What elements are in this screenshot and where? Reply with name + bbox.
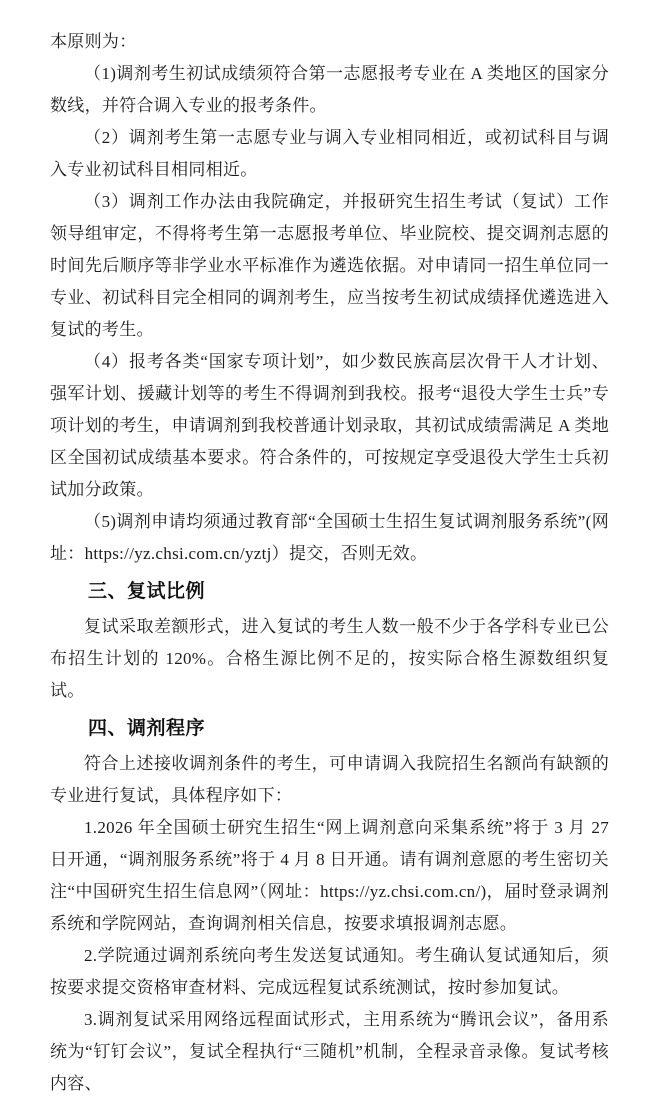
- paragraph-procedure-intro: 符合上述接收调剂条件的考生，可申请调入我院招生名额尚有缺额的专业进行复试，具体程序如下：: [50, 754, 609, 805]
- paragraph-retest-ratio: 复试采取差额形式，进入复试的考生人数一般不少于各学科专业已公布招生计划的 120%。合格生源比例不足的，按实际合格生源数组织复试。: [50, 617, 609, 700]
- paragraph-rule-2: （2）调剂考生第一志愿专业与调入专业相同相近，或初试科目与调入专业初试科目相同相近。: [50, 128, 609, 179]
- paragraph-procedure-step-1: 1.2026 年全国硕士研究生招生“网上调剂意向采集系统”将于 3 月 27 日开通，“调剂服务系统”将于 4 月 8 日开通。请有调剂意愿的考生密切关注“中国研究生招生信息网”（网址：https://yz.chsi.com.cn/)，届时登录调剂系统和学院网站，查询调剂相关信息，按要求填报调剂志愿。: [50, 818, 609, 933]
- paragraph-principles-intro: 本原则为：: [50, 32, 137, 51]
- section-heading-transfer-procedure: 四、调剂程序: [88, 718, 206, 739]
- paragraph-rule-4: （4）报考各类“国家专项计划”，如少数民族高层次骨干人才计划、强军计划、援藏计划等的考生不得调剂到我校。报考“退役大学生士兵”专项计划的考生，申请调剂到我校普通计划录取，其初试成绩需满足 A 类地区全国初试成绩基本要求。符合条件的，可按规定享受退役大学生士兵初试加分政策。: [50, 352, 609, 499]
- paragraph-rule-1: （1)调剂考生初试成绩须符合第一志愿报考专业在 A 类地区的国家分数线，并符合调入专业的报考条件。: [50, 64, 609, 115]
- paragraph-rule-3: （3）调剂工作办法由我院确定，并报研究生招生考试（复试）工作领导组审定，不得将考生第一志愿报考单位、毕业院校、提交调剂志愿的时间先后顺序等非学业水平标准作为遴选依据。对申请同一招生单位同一专业、初试科目完全相同的调剂考生，应当按考生初试成绩择优遴选进入复试的考生。: [50, 192, 609, 339]
- paragraph-procedure-step-2: 2.学院通过调剂系统向考生发送复试通知。考生确认复试通知后，须按要求提交资格审查材料、完成远程复试系统测试，按时参加复试。: [50, 946, 609, 997]
- paragraph-rule-5: （5)调剂申请均须通过教育部“全国硕士生招生复试调剂服务系统”(网址：https://yz.chsi.com.cn/yztj）提交，否则无效。: [50, 512, 609, 563]
- section-heading-retest-ratio: 三、复试比例: [88, 581, 206, 602]
- paragraph-procedure-step-3: 3.调剂复试采用网络远程面试形式，主用系统为“腾讯会议”，备用系统为“钉钉会议”，复试全程执行“三随机”机制，全程录音录像。复试考核内容、: [50, 1010, 609, 1093]
